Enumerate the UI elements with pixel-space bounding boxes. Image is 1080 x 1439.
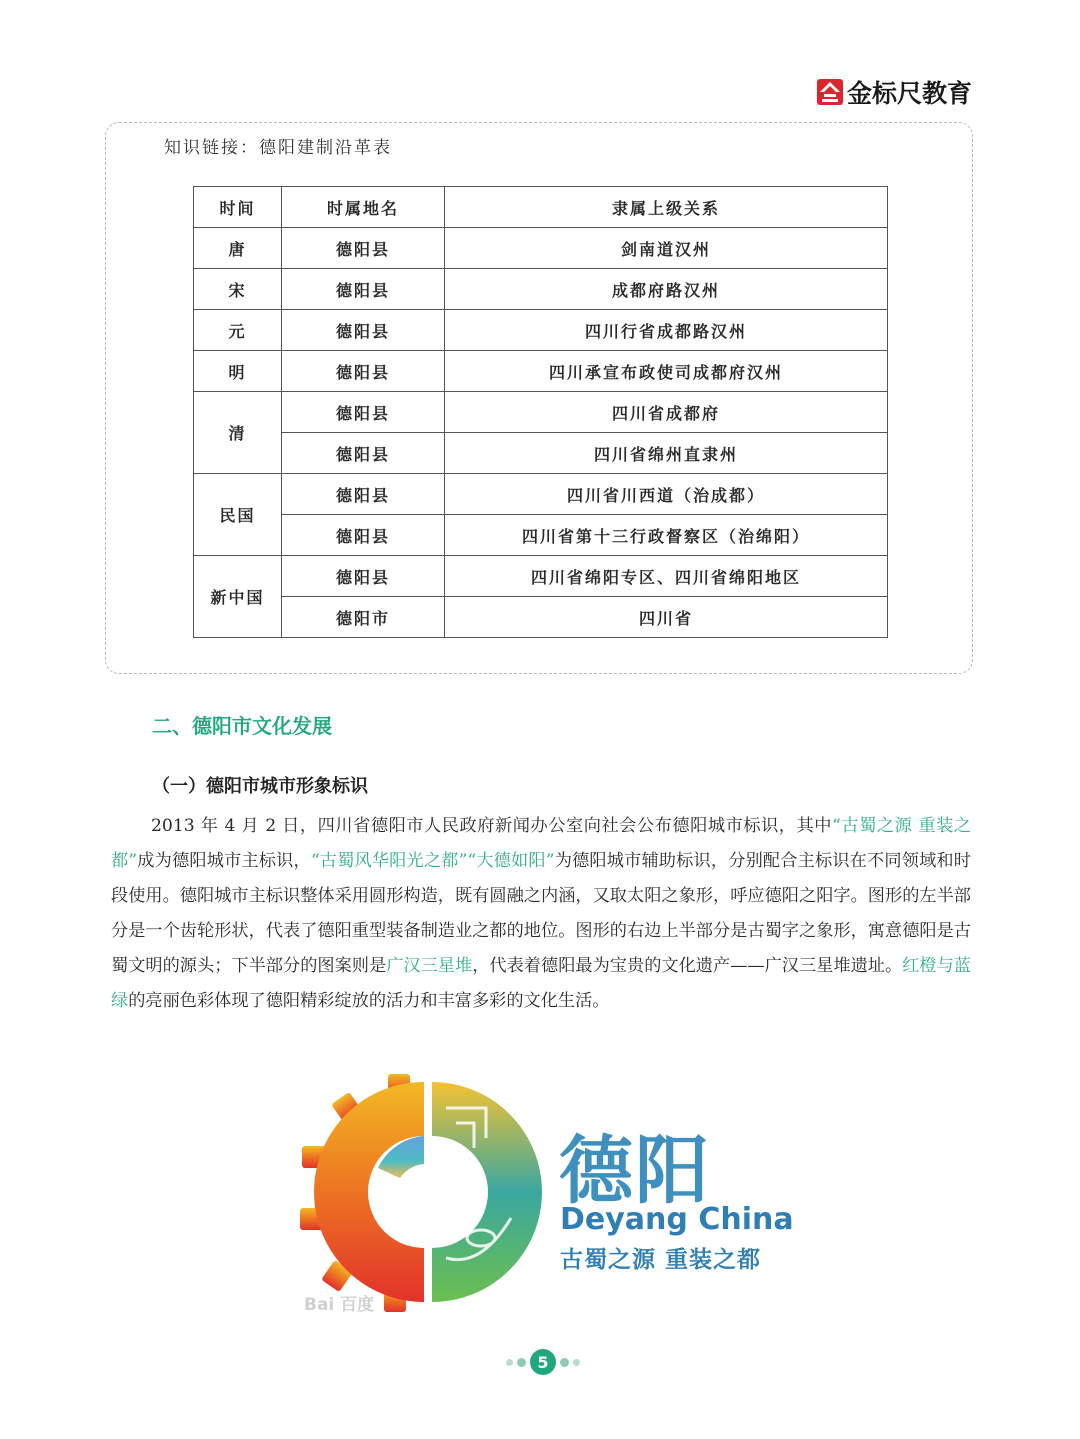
place-cell: 德阳县 <box>282 474 445 515</box>
logo-chinese-name: 德阳 <box>559 1128 711 1214</box>
place-cell: 德阳县 <box>282 310 445 351</box>
paragraph-text: 成为德阳城市主标识， <box>137 851 311 871</box>
relation-cell: 四川省 <box>445 597 888 638</box>
place-cell: 德阳县 <box>282 351 445 392</box>
decor-dot <box>506 1359 513 1366</box>
subsection-heading: （一）德阳市城市形象标识 <box>152 776 368 797</box>
table-row <box>194 433 888 474</box>
column-header: 时属地名 <box>282 187 445 228</box>
highlight-text: “古蜀风华阳光之都”“大德如阳” <box>310 851 555 871</box>
period-cell: 明 <box>194 351 282 392</box>
period-cell: 新中国 <box>194 556 282 638</box>
place-cell: 德阳县 <box>282 556 445 597</box>
logo-english-name: Deyang China <box>560 1202 794 1237</box>
relation-cell: 四川省绵阳专区、四川省绵阳地区 <box>445 556 888 597</box>
watermark: Bai 百度 <box>304 1295 375 1315</box>
place-cell: 德阳县 <box>282 269 445 310</box>
section-heading: 二、德阳市文化发展 <box>152 714 332 738</box>
relation-cell: 四川省绵州直隶州 <box>445 433 888 474</box>
decor-dot <box>517 1358 526 1367</box>
table-row <box>194 392 888 433</box>
knowledge-link-box <box>105 122 973 674</box>
highlight-text: “古蜀之源 重装之都” <box>111 816 971 871</box>
history-table <box>193 186 888 638</box>
table-row <box>194 351 888 392</box>
column-header: 时间 <box>194 187 282 228</box>
relation-cell: 成都府路汉州 <box>445 269 888 310</box>
deyang-emblem-icon <box>296 1068 556 1316</box>
paragraph-text: ，代表着德阳最为宝贵的文化遗产——广汉三星堆遗址。 <box>472 956 903 976</box>
brand-name: 金标尺教育 <box>846 79 972 108</box>
table-row <box>194 310 888 351</box>
relation-cell: 四川行省成都路汉州 <box>445 310 888 351</box>
relation-cell: 四川承宣布政使司成都府汉州 <box>445 351 888 392</box>
table-row <box>194 228 888 269</box>
table-row <box>194 269 888 310</box>
table-row <box>194 515 888 556</box>
page-number-indicator <box>506 1349 580 1375</box>
brand-logo-icon <box>817 79 843 105</box>
period-cell: 元 <box>194 310 282 351</box>
logo-slogan: 古蜀之源 重装之都 <box>560 1247 762 1273</box>
relation-cell: 四川省第十三行政督察区（治绵阳） <box>445 515 888 556</box>
period-cell: 民国 <box>194 474 282 556</box>
knowledge-box-title: 知识链接：德阳建制沿革表 <box>164 138 392 158</box>
table-row <box>194 597 888 638</box>
paragraph-text: 2013 年 4 月 2 日，四川省德阳市人民政府新闻办公室向社会公布德阳城市标识，其中 <box>151 816 833 836</box>
period-cell: 唐 <box>194 228 282 269</box>
decor-dot <box>573 1359 580 1366</box>
place-cell: 德阳县 <box>282 228 445 269</box>
highlight-text: 广汉三星堆 <box>386 956 473 976</box>
table-row <box>194 474 888 515</box>
period-cell: 宋 <box>194 269 282 310</box>
place-cell: 德阳市 <box>282 597 445 638</box>
place-cell: 德阳县 <box>282 515 445 556</box>
paragraph-text: 的亮丽色彩体现了德阳精彩绽放的活力和丰富多彩的文化生活。 <box>128 991 610 1011</box>
period-cell: 清 <box>194 392 282 474</box>
relation-cell: 四川省成都府 <box>445 392 888 433</box>
page-number: 5 <box>530 1349 556 1375</box>
place-cell: 德阳县 <box>282 433 445 474</box>
paragraph-text: 为德阳城市辅助标识，分别配合主标识在不同领域和时段使用。德阳城市主标识整体采用圆形构造，既有圆融之内涵，又取太阳之象形，呼应德阳之阳字。图形的左半部分是一个齿轮形状，代表了德阳重型装备制造业之都的地位。图形的右边上半部分是古蜀字之象形，寓意德阳是古蜀文明的源头；下半部分的图案则是 <box>111 851 971 976</box>
table-row <box>194 556 888 597</box>
brand-header <box>817 74 972 110</box>
deyang-city-logo <box>296 1068 796 1316</box>
highlight-text: 红橙与蓝绿 <box>111 956 971 1011</box>
body-paragraph <box>111 809 971 1019</box>
relation-cell: 剑南道汉州 <box>445 228 888 269</box>
decor-dot <box>560 1358 569 1367</box>
column-header: 隶属上级关系 <box>445 187 888 228</box>
place-cell: 德阳县 <box>282 392 445 433</box>
relation-cell: 四川省川西道（治成都） <box>445 474 888 515</box>
table-header-row <box>194 187 888 228</box>
